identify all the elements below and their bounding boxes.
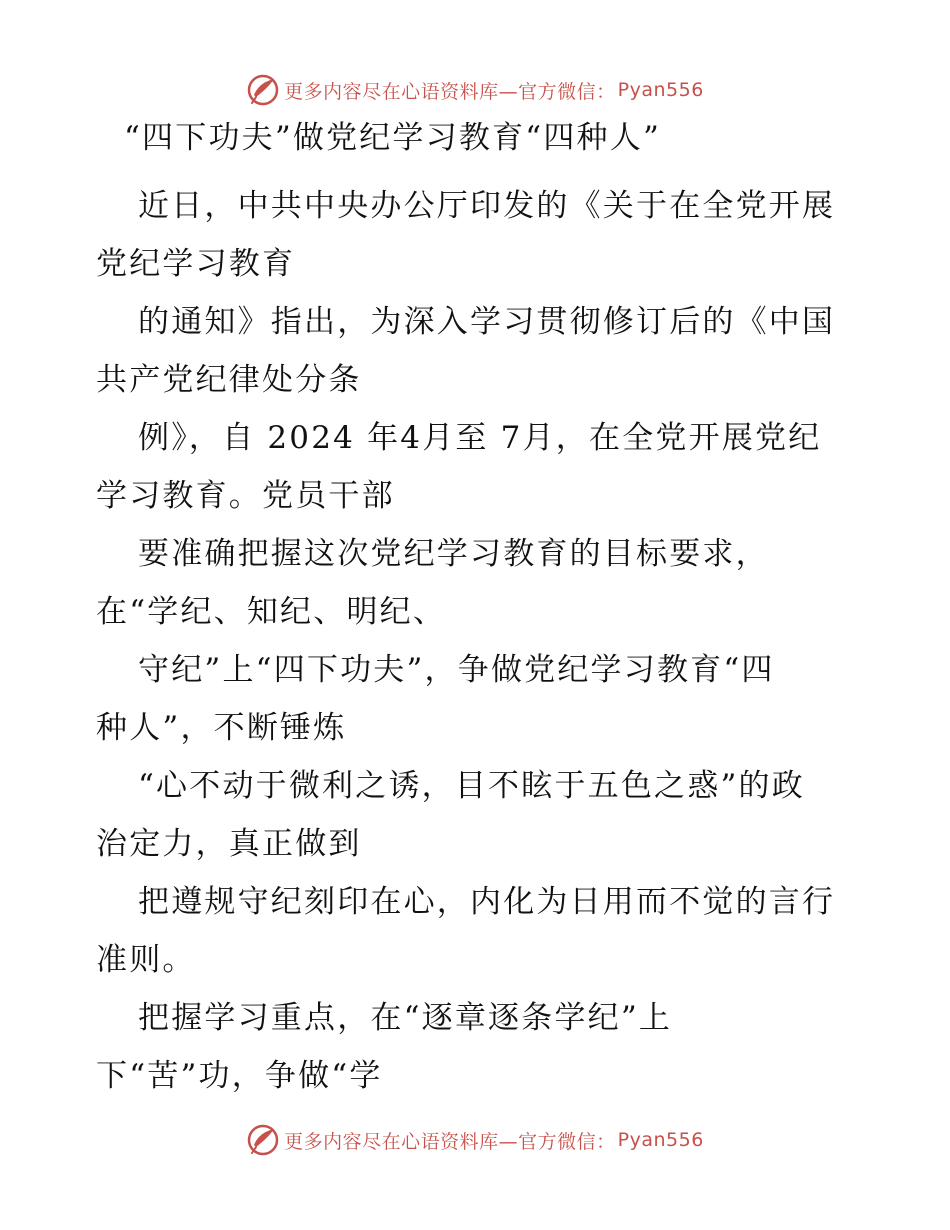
text-line: 近日，中共中央办公厅印发的《关于在全党开展	[138, 188, 836, 224]
text-line: 准则。	[96, 942, 196, 978]
watermark-text: 更多内容尽在心语资料库—官方微信：	[284, 80, 616, 103]
text-line: 党纪学习教育	[96, 246, 296, 282]
document-title: “四下功夫”做党纪学习教育“四种人”	[124, 120, 661, 156]
watermark-text: 更多内容尽在心语资料库—官方微信：	[284, 1130, 616, 1153]
text-line: “心不动于微利之诱，目不眩于五色之惑”的政	[138, 768, 805, 804]
text-line: 下“苦”功，争做“学	[96, 1058, 383, 1094]
brand-logo-icon	[246, 1123, 280, 1157]
text-line: 在“学纪、知纪、明纪、	[96, 594, 447, 630]
text-line: 的通知》指出，为深入学习贯彻修订后的《中国	[138, 304, 836, 340]
text-line: 共产党纪律处分条	[96, 362, 362, 398]
text-line: 守纪”上“四下功夫”，争做党纪学习教育“四	[138, 652, 775, 688]
text-line: 例》，自 2024 年4月至 7月，在全党开展党纪	[138, 420, 822, 456]
watermark-contact: Pyan556	[617, 1129, 704, 1151]
watermark-footer	[0, 1120, 950, 1160]
watermark-contact: Pyan556	[617, 79, 704, 101]
text-line: 治定力，真正做到	[96, 826, 362, 862]
watermark-header	[0, 70, 950, 110]
text-line: 把握学习重点，在“逐章逐条学纪”上	[138, 1000, 673, 1036]
text-line: 学习教育。党员干部	[96, 478, 395, 514]
brand-logo-icon	[246, 73, 280, 107]
text-line: 种人”，不断锤炼	[96, 710, 347, 746]
text-line: 要准确把握这次党纪学习教育的目标要求，	[138, 536, 769, 572]
text-line: 把遵规守纪刻印在心，内化为日用而不觉的言行	[138, 884, 836, 920]
